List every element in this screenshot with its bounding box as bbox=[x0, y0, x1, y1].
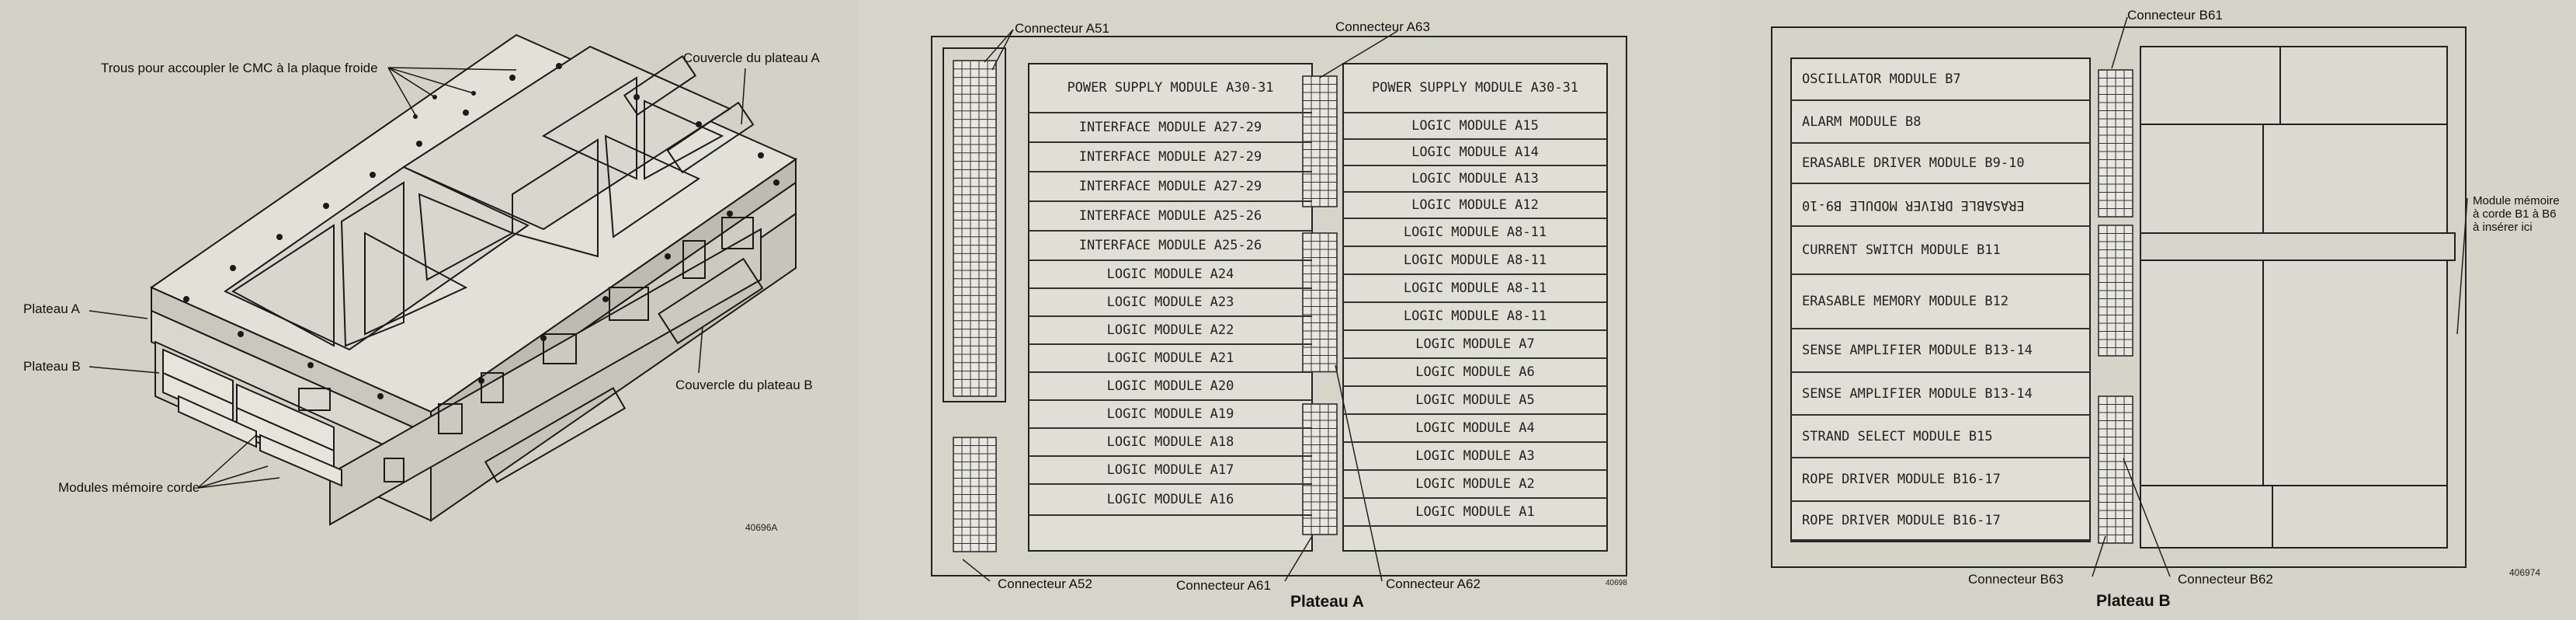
label-holes: Trous pour accoupler le CMC à la plaque froide bbox=[101, 61, 378, 75]
connector-b62-grid bbox=[2099, 225, 2133, 356]
label-tray-b: Plateau B bbox=[23, 359, 81, 374]
module-slot bbox=[1791, 416, 2090, 458]
module-label: OSCILLATOR MODULE B7 bbox=[1802, 71, 1961, 87]
module-label: LOGIC MODULE A17 bbox=[1106, 462, 1234, 478]
module-slot bbox=[1791, 458, 2090, 502]
connector-a62-label: Connecteur A62 bbox=[1386, 576, 1481, 591]
tray-a-caption: Plateau A bbox=[1290, 593, 1364, 611]
figure-number-2: 40698 bbox=[1606, 579, 1627, 587]
module-slot bbox=[1791, 58, 2090, 101]
connector-b61-label: Connecteur B61 bbox=[2127, 8, 2223, 23]
rope-note-line-2: à corde B1 à B6 bbox=[2473, 207, 2557, 221]
module-label: ERASABLE DRIVER MODULE B9-10 bbox=[1802, 197, 2025, 213]
module-slot bbox=[1791, 373, 2090, 416]
module-label: INTERFACE MODULE A27-29 bbox=[1078, 120, 1262, 135]
module-slot bbox=[1791, 275, 2090, 329]
module-label: ROPE DRIVER MODULE B16-17 bbox=[1802, 472, 2001, 487]
module-label: POWER SUPPLY MODULE A30-31 bbox=[1371, 80, 1579, 96]
module-label: LOGIC MODULE A19 bbox=[1106, 406, 1234, 422]
module-label: LOGIC MODULE A2 bbox=[1415, 476, 1535, 492]
module-slot bbox=[1791, 184, 2090, 227]
module-label: INTERFACE MODULE A27-29 bbox=[1078, 149, 1262, 165]
module-label: ROPE DRIVER MODULE B16-17 bbox=[1802, 513, 2001, 528]
module-label: LOGIC MODULE A24 bbox=[1106, 266, 1234, 282]
connector-b61-grid bbox=[2099, 70, 2133, 217]
module-slot bbox=[1791, 227, 2090, 275]
module-label: LOGIC MODULE A8-11 bbox=[1403, 225, 1547, 240]
module-label: LOGIC MODULE A22 bbox=[1106, 322, 1234, 338]
module-slot bbox=[1791, 329, 2090, 373]
connector-a63-label: Connecteur A63 bbox=[1335, 19, 1430, 34]
figure-number-3: 406974 bbox=[2509, 567, 2541, 578]
module-label: ERASABLE MEMORY MODULE B12 bbox=[1802, 294, 2009, 309]
module-label: LOGIC MODULE A7 bbox=[1415, 336, 1535, 352]
label-rope-modules: Modules mémoire corde bbox=[58, 480, 200, 495]
module-label: LOGIC MODULE A21 bbox=[1106, 350, 1234, 366]
module-label: INTERFACE MODULE A25-26 bbox=[1078, 238, 1262, 253]
module-label: POWER SUPPLY MODULE A30-31 bbox=[1067, 80, 1274, 96]
module-slot bbox=[1791, 101, 2090, 144]
rope-note-line-1: Module mémoire bbox=[2473, 194, 2560, 207]
label-tray-a: Plateau A bbox=[23, 301, 80, 316]
connector-a52-label: Connecteur A52 bbox=[998, 576, 1092, 591]
connector-b62-label: Connecteur B62 bbox=[2178, 572, 2273, 587]
module-label: LOGIC MODULE A8-11 bbox=[1403, 253, 1547, 268]
module-label: INTERFACE MODULE A27-29 bbox=[1078, 179, 1262, 194]
rope-insert-note bbox=[2473, 194, 2560, 234]
module-label: LOGIC MODULE A20 bbox=[1106, 378, 1234, 394]
module-label: ERASABLE DRIVER MODULE B9-10 bbox=[1802, 155, 2025, 171]
module-label: LOGIC MODULE A14 bbox=[1411, 145, 1539, 160]
module-label: INTERFACE MODULE A25-26 bbox=[1078, 208, 1262, 224]
module-label: LOGIC MODULE A13 bbox=[1411, 171, 1539, 186]
module-label: LOGIC MODULE A23 bbox=[1106, 294, 1234, 310]
label-cover-a: Couvercle du plateau A bbox=[683, 51, 820, 65]
module-label: LOGIC MODULE A16 bbox=[1106, 492, 1234, 507]
module-label: LOGIC MODULE A8-11 bbox=[1403, 308, 1547, 324]
module-label: CURRENT SWITCH MODULE B11 bbox=[1802, 242, 2001, 258]
module-slot bbox=[1791, 502, 2090, 541]
module-label: LOGIC MODULE A15 bbox=[1411, 118, 1539, 134]
module-label: LOGIC MODULE A3 bbox=[1415, 448, 1535, 464]
connector-a51-label: Connecteur A51 bbox=[1015, 21, 1109, 36]
module-label: LOGIC MODULE A18 bbox=[1106, 434, 1234, 450]
module-label: LOGIC MODULE A1 bbox=[1415, 504, 1535, 520]
module-label: LOGIC MODULE A6 bbox=[1415, 364, 1535, 380]
label-cover-b: Couvercle du plateau B bbox=[675, 378, 813, 392]
tray-b-caption: Plateau B bbox=[2096, 592, 2171, 610]
module-label: STRAND SELECT MODULE B15 bbox=[1802, 428, 1993, 444]
connector-b63-label: Connecteur B63 bbox=[1968, 572, 2064, 587]
module-label: LOGIC MODULE A12 bbox=[1411, 197, 1539, 213]
module-slot bbox=[1791, 144, 2090, 184]
connector-a61-label: Connecteur A61 bbox=[1176, 578, 1271, 593]
module-label: SENSE AMPLIFIER MODULE B13-14 bbox=[1802, 385, 2033, 402]
module-label: LOGIC MODULE A8-11 bbox=[1403, 280, 1547, 296]
module-label: LOGIC MODULE A5 bbox=[1415, 392, 1535, 408]
module-label: LOGIC MODULE A4 bbox=[1415, 420, 1535, 436]
rope-note-line-3: à insérer ici bbox=[2473, 221, 2533, 234]
module-label: ALARM MODULE B8 bbox=[1802, 113, 1922, 130]
figure-number-1: 40696A bbox=[745, 522, 778, 533]
module-label: SENSE AMPLIFIER MODULE B13-14 bbox=[1802, 343, 2033, 358]
